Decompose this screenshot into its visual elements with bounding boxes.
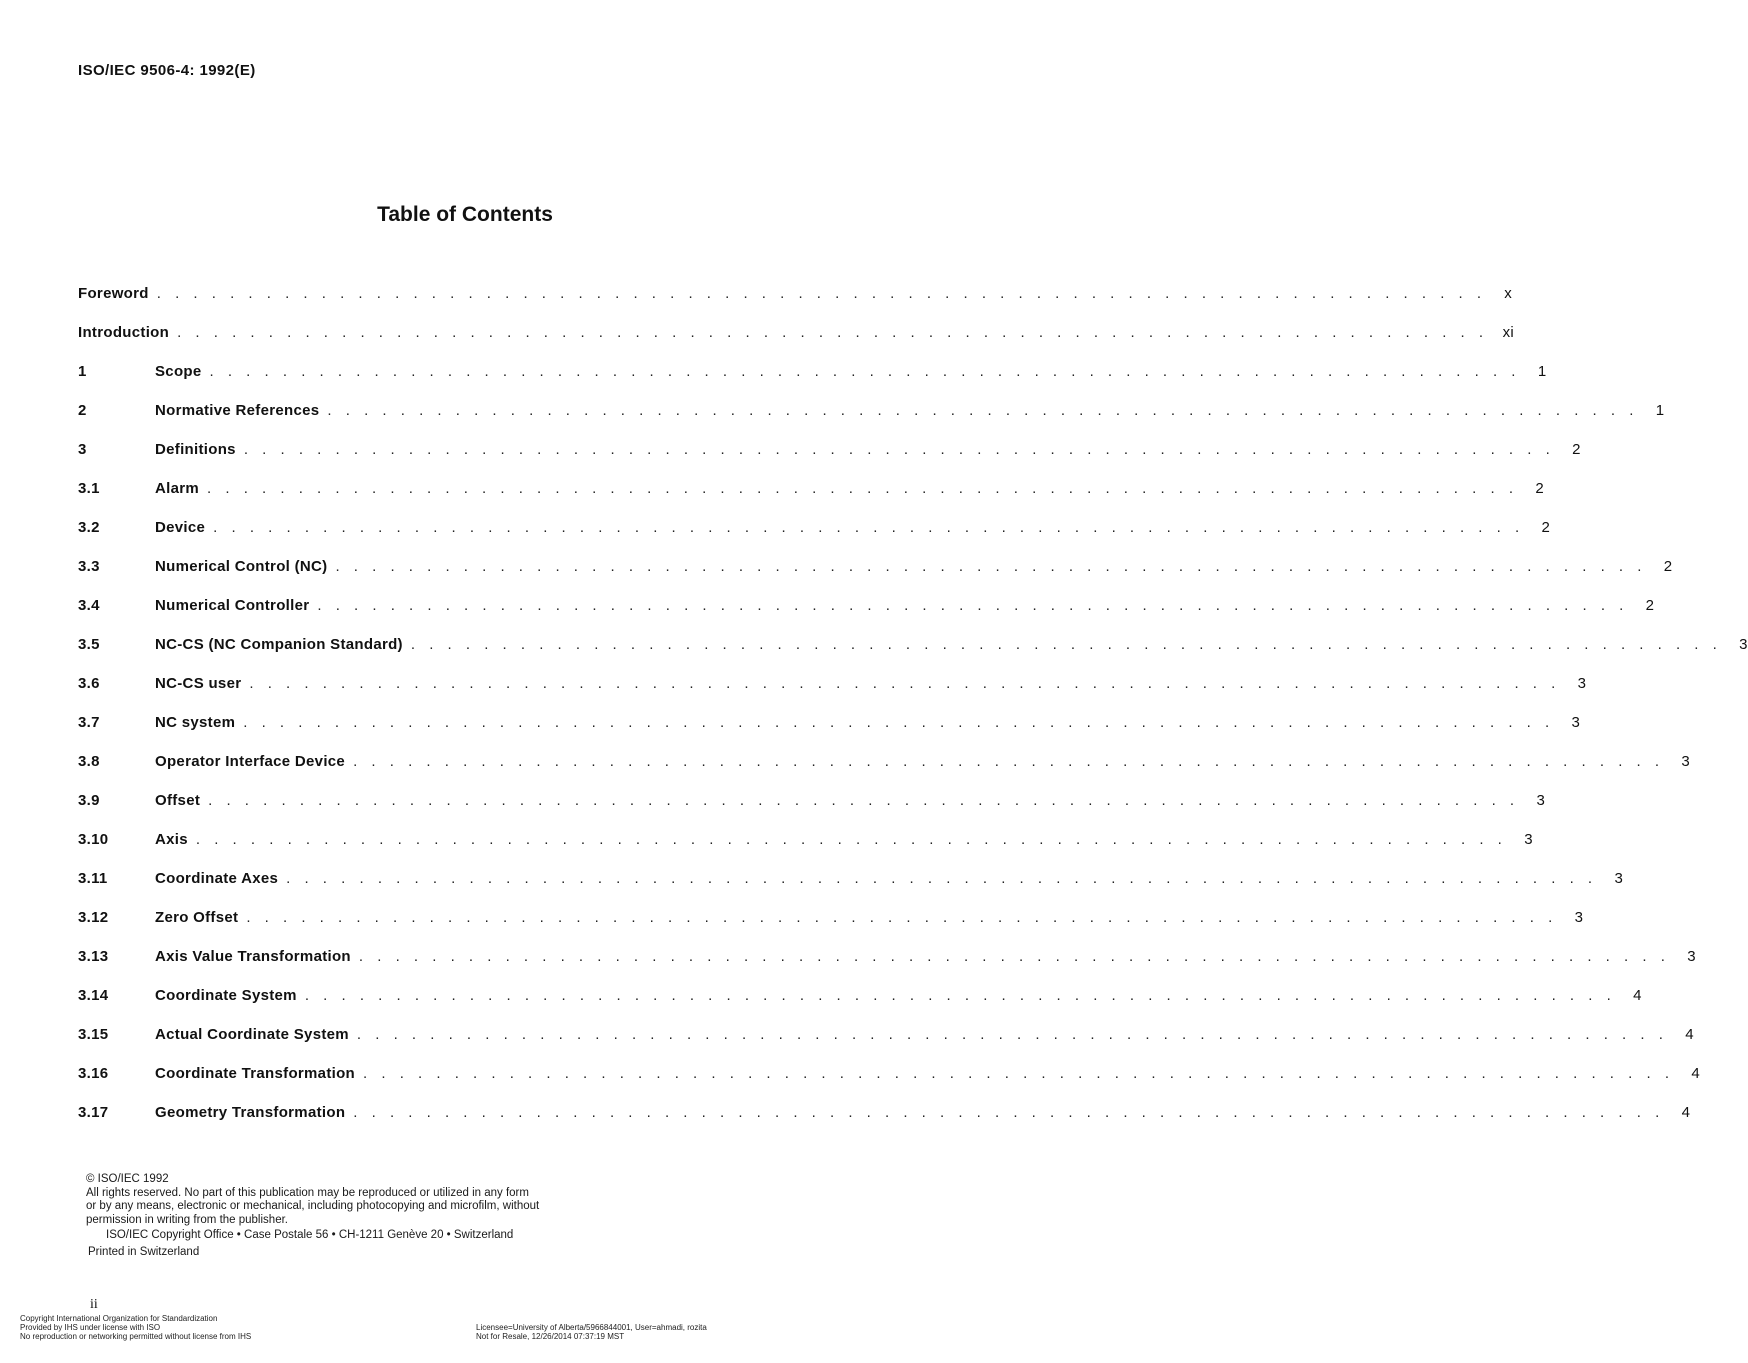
toc-entry-3-17[interactable]	[78, 1097, 1691, 1121]
toc-entry-3-9[interactable]	[78, 785, 1546, 809]
toc-leader: . . . . . . . . . . . . . . . . . . . . . . . . . . . . . . . . . . . . . . . . . . . . . . . . . . . . . . . . . . . . . . . . . . . . . . . .	[213, 519, 1525, 536]
toc-page: 2	[1663, 558, 1673, 575]
toc-entry-2[interactable]	[78, 395, 1665, 419]
toc-label: Coordinate Axes	[155, 870, 279, 887]
toc-number: 3.12	[78, 909, 109, 926]
footer-line: Copyright International Organization for Standardization	[20, 1314, 218, 1323]
toc-entry-3-8[interactable]	[78, 746, 1691, 770]
toc-entry-3-14[interactable]	[78, 980, 1642, 1004]
toc-number: 3.15	[78, 1026, 109, 1043]
toc-label: Numerical Control (NC)	[155, 558, 328, 575]
toc-number: 3.14	[78, 987, 109, 1004]
document-identifier: ISO/IEC 9506-4: 1992(E)	[78, 62, 256, 79]
toc-label: Operator Interface Device	[155, 753, 346, 770]
toc-entry-foreword[interactable]	[78, 278, 1513, 302]
toc-leader: . . . . . . . . . . . . . . . . . . . . . . . . . . . . . . . . . . . . . . . . . . . . . . . . . . . . . . . . . . . . . . . . . . . . . . . .	[208, 792, 1520, 809]
footer-line: Licensee=University of Alberta/5966844001, User=ahmadi, rozita	[476, 1323, 707, 1332]
toc-label: Offset	[155, 792, 201, 809]
copyright-office-address: ISO/IEC Copyright Office • Case Postale 56 • CH-1211 Genève 20 • Switzerland	[106, 1229, 514, 1242]
toc-leader: . . . . . . . . . . . . . . . . . . . . . . . . . . . . . . . . . . . . . . . . . . . . . . . . . . . . . . . . . . . . . . . . . . . . . . . .	[177, 324, 1489, 341]
toc-leader: . . . . . . . . . . . . . . . . . . . . . . . . . . . . . . . . . . . . . . . . . . . . . . . . . . . . . . . . . . . . . . . . . . . . . . . .	[356, 1026, 1668, 1043]
toc-entry-3-13[interactable]	[78, 941, 1696, 965]
page-title: Table of Contents	[377, 203, 553, 226]
toc-leader: . . . . . . . . . . . . . . . . . . . . . . . . . . . . . . . . . . . . . . . . . . . . . . . . . . . . . . . . . . . . . . . . . . . . . . . .	[410, 636, 1722, 653]
toc-page: 3	[1536, 792, 1546, 809]
toc-entry-3[interactable]	[78, 434, 1581, 458]
toc-number: 3.5	[78, 636, 100, 653]
toc-entry-1[interactable]	[78, 356, 1547, 380]
toc-leader: . . . . . . . . . . . . . . . . . . . . . . . . . . . . . . . . . . . . . . . . . . . . . . . . . . . . . . . . . . . . . . . . . . . . . . . .	[363, 1065, 1674, 1082]
toc-page: 3	[1681, 753, 1691, 770]
toc-label: Geometry Transformation	[155, 1104, 346, 1121]
toc-leader: . . . . . . . . . . . . . . . . . . . . . . . . . . . . . . . . . . . . . . . . . . . . . . . . . . . . . . . . . . . . . . . . . . . . . . . . .	[156, 285, 1487, 302]
copyright-notice	[86, 1173, 539, 1260]
toc-number: 3.13	[78, 948, 109, 965]
toc-leader: . . . . . . . . . . . . . . . . . . . . . . . . . . . . . . . . . . . . . . . . . . . . . . . . . . . . . . . . . . . . . . . . . . . . . . . .	[304, 987, 1616, 1004]
toc-label: Axis Value Transformation	[155, 948, 351, 965]
toc-label: Numerical Controller	[155, 597, 310, 614]
toc-leader: . . . . . . . . . . . . . . . . . . . . . . . . . . . . . . . . . . . . . . . . . . . . . . . . . . . . . . . . . . . . . . . . . . . . . . . .	[207, 480, 1518, 497]
toc-page: 3	[1739, 636, 1748, 653]
toc-page: 4	[1681, 1104, 1691, 1121]
license-footer-left	[20, 1314, 251, 1341]
toc-leader: . . . . . . . . . . . . . . . . . . . . . . . . . . . . . . . . . . . . . . . . . . . . . . . . . . . . . . . . . . . . . . . . . . . . . . . .	[327, 402, 1639, 419]
toc-number: 3.10	[78, 831, 109, 848]
toc-page: 3	[1571, 714, 1581, 731]
toc-entry-3-6[interactable]	[78, 668, 1587, 692]
toc-leader: . . . . . . . . . . . . . . . . . . . . . . . . . . . . . . . . . . . . . . . . . . . . . . . . . . . . . . . . . . . . . . . . . . . . . . . .	[353, 1104, 1665, 1121]
toc-label: Coordinate Transformation	[155, 1065, 356, 1082]
toc-entry-3-15[interactable]	[78, 1019, 1694, 1043]
toc-number: 3.9	[78, 792, 100, 809]
footer-line: Provided by IHS under license with ISO	[20, 1323, 161, 1332]
toc-entry-3-10[interactable]	[78, 824, 1533, 848]
toc-leader: . . . . . . . . . . . . . . . . . . . . . . . . . . . . . . . . . . . . . . . . . . . . . . . . . . . . . . . . . . . . . . . . . . . . . . . .	[335, 558, 1647, 575]
toc-entry-3-7[interactable]	[78, 707, 1581, 731]
toc-label: Foreword	[78, 285, 149, 302]
toc-page: 4	[1633, 987, 1642, 1004]
toc-leader: . . . . . . . . . . . . . . . . . . . . . . . . . . . . . . . . . . . . . . . . . . . . . . . . . . . . . . . . . . . . . . . . . . . . . . . .	[358, 948, 1670, 965]
toc-number: 3.1	[78, 480, 100, 497]
toc-label: Actual Coordinate System	[155, 1026, 349, 1043]
rights-line: All rights reserved. No part of this publication may be reproduced or utilized in any form	[86, 1186, 529, 1199]
toc-page: 2	[1645, 597, 1655, 614]
toc-entry-3-16[interactable]	[78, 1058, 1700, 1082]
toc-leader: . . . . . . . . . . . . . . . . . . . . . . . . . . . . . . . . . . . . . . . . . . . . . . . . . . . . . . . . . . . . . . . . . . . . . . . .	[246, 909, 1558, 926]
toc-page: 3	[1614, 870, 1624, 887]
toc-entry-3-2[interactable]	[78, 512, 1551, 536]
toc-number: 3	[78, 441, 87, 458]
toc-label: Normative References	[155, 402, 320, 419]
toc-leader: . . . . . . . . . . . . . . . . . . . . . . . . . . . . . . . . . . . . . . . . . . . . . . . . . . . . . . . . . . . . . . . . . . . . . . . .	[286, 870, 1598, 887]
toc-label: Definitions	[155, 441, 236, 458]
toc-entry-3-12[interactable]	[78, 902, 1584, 926]
toc-page: 2	[1541, 519, 1551, 536]
toc-label: Zero Offset	[155, 909, 239, 926]
toc-number: 1	[78, 363, 87, 380]
toc-entry-3-11[interactable]	[78, 863, 1624, 887]
toc-label: Axis	[155, 831, 188, 848]
toc-number: 3.2	[78, 519, 100, 536]
toc-number: 3.3	[78, 558, 100, 575]
rights-line: permission in writing from the publisher.	[86, 1213, 288, 1226]
toc-label: Introduction	[78, 324, 170, 341]
toc-page: 4	[1691, 1065, 1700, 1082]
toc-number: 3.11	[78, 870, 108, 887]
toc-label: Scope	[155, 363, 202, 380]
toc-entry-3-5[interactable]	[78, 629, 1748, 653]
toc-leader: . . . . . . . . . . . . . . . . . . . . . . . . . . . . . . . . . . . . . . . . . . . . . . . . . . . . . . . . . . . . . . . . . . . . . . . .	[249, 675, 1561, 692]
toc-page: 3	[1524, 831, 1533, 848]
toc-number: 3.6	[78, 675, 100, 692]
rights-line: or by any means, electronic or mechanical, including photocopying and microfilm, without	[86, 1200, 540, 1213]
toc-leader: . . . . . . . . . . . . . . . . . . . . . . . . . . . . . . . . . . . . . . . . . . . . . . . . . . . . . . . . . . . . . . . . . . . . . . . .	[353, 753, 1665, 770]
toc-label: Device	[155, 519, 206, 536]
toc-page: 2	[1535, 480, 1544, 497]
toc-page: x	[1504, 285, 1513, 302]
footer-line: Not for Resale, 12/26/2014 07:37:19 MST	[476, 1332, 625, 1341]
toc-page: 4	[1685, 1026, 1694, 1043]
toc-number: 3.7	[78, 714, 100, 731]
toc-leader: . . . . . . . . . . . . . . . . . . . . . . . . . . . . . . . . . . . . . . . . . . . . . . . . . . . . . . . . . . . . . . . . . . . . . . . .	[317, 597, 1629, 614]
toc-number: 3.17	[78, 1104, 109, 1121]
toc-page: 3	[1577, 675, 1587, 692]
toc-entry-3-3[interactable]	[78, 551, 1673, 575]
toc-label: NC system	[155, 714, 236, 731]
toc-page: 1	[1655, 402, 1665, 419]
toc-leader: . . . . . . . . . . . . . . . . . . . . . . . . . . . . . . . . . . . . . . . . . . . . . . . . . . . . . . . . . . . . . . . . . . . . . . . .	[195, 831, 1507, 848]
toc-label: NC-CS user	[155, 675, 242, 692]
toc-page: 3	[1574, 909, 1584, 926]
toc-leader: . . . . . . . . . . . . . . . . . . . . . . . . . . . . . . . . . . . . . . . . . . . . . . . . . . . . . . . . . . . . . . . . . . . . . . . .	[209, 363, 1521, 380]
toc-page: 1	[1537, 363, 1547, 380]
copyright-line: © ISO/IEC 1992	[86, 1173, 169, 1185]
toc-entry-introduction[interactable]	[78, 317, 1515, 341]
license-footer-right	[476, 1323, 707, 1341]
toc-label: Alarm	[155, 480, 200, 497]
toc-entry-3-1[interactable]	[78, 473, 1544, 497]
toc-page: xi	[1502, 324, 1515, 341]
toc-page: 3	[1687, 948, 1696, 965]
toc-number: 3.16	[78, 1065, 109, 1082]
toc-leader: . . . . . . . . . . . . . . . . . . . . . . . . . . . . . . . . . . . . . . . . . . . . . . . . . . . . . . . . . . . . . . . . . . . . . . . .	[243, 441, 1555, 458]
toc-label: NC-CS (NC Companion Standard)	[155, 636, 403, 653]
toc-number: 2	[78, 402, 87, 419]
toc-number: 3.4	[78, 597, 100, 614]
footer-line: No reproduction or networking permitted without license from IHS	[20, 1332, 252, 1341]
toc-page: 2	[1572, 441, 1581, 458]
toc-number: 3.8	[78, 753, 100, 770]
toc-leader: . . . . . . . . . . . . . . . . . . . . . . . . . . . . . . . . . . . . . . . . . . . . . . . . . . . . . . . . . . . . . . . . . . . . . . . .	[243, 714, 1555, 731]
printed-in: Printed in Switzerland	[88, 1245, 200, 1258]
toc-label: Coordinate System	[155, 987, 297, 1004]
page-number: ii	[90, 1297, 98, 1312]
toc-entry-3-4[interactable]	[78, 590, 1655, 614]
